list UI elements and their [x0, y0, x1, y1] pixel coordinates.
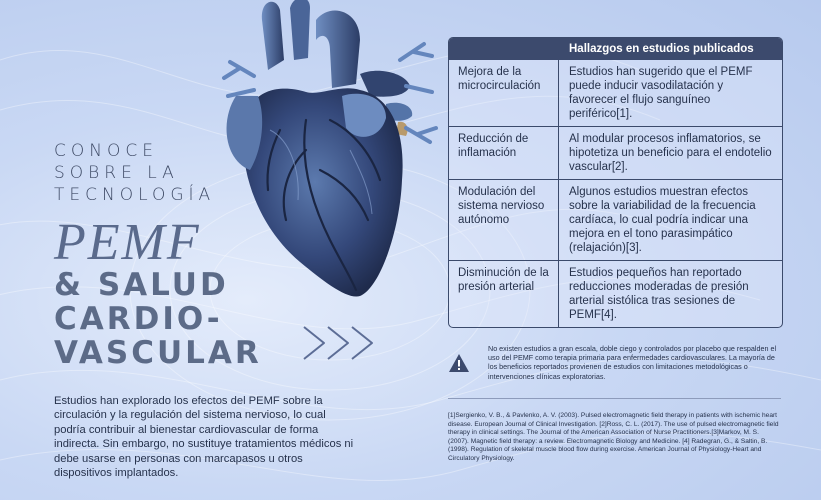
- table-row: [449, 60, 782, 126]
- findings-table-header: Hallazgos en estudios publicados: [449, 38, 782, 60]
- divider: [448, 398, 781, 399]
- intro-paragraph: Estudios han explorado los efectos del PEMF sobre la circulación y la regulación del sistema nervioso, lo cual podría contribuir al bienestar cardiovascular de forma indirecta. Sin embargo, no sustituye tratamientos médicos ni debe usarse en personas con marcapasos u otros dispositivos implantados.: [54, 395, 354, 480]
- findings-table: [448, 37, 783, 328]
- references-text: [1]Sergienko, V. B., & Pavlenko, A. V. (2003). Pulsed electromagnetic field therapy in patients with ischemic heart disease. European Journal of Clinical Investigation. [2]Ross, C. L. (2017). The use of pulsed electromagnetic field therapy in clinical settings. The Journal of the American Association of Nurse Practitioners.[3]Markov, M. S. (2007). Magnetic field therapy: a review. Electromagnetic Biology and Medicine. [4] Radegran, G., & Saltin, B. (1998). Regulation of skeletal muscle blood flow during exercise. American Journal of Physiology-Heart and Circulatory Physiology.: [448, 412, 779, 462]
- finding-cell: Algunos estudios muestran efectos sobre la variabilidad de la frecuencia cardíaca, lo cual podría indicar una mejora en el tono parasimpático (relajación)[3].: [569, 186, 756, 254]
- topic-cell: Mejora de la microcirculación: [449, 60, 559, 126]
- warning-icon: [448, 353, 470, 373]
- topic-cell: Disminución de la presión arterial: [449, 261, 559, 327]
- table-row: [449, 126, 782, 179]
- topic-cell: Reducción de inflamación: [449, 127, 559, 179]
- page-title: PEMF: [54, 214, 201, 271]
- table-row: [449, 179, 782, 260]
- eyebrow-text: CONOCE SOBRE LA TECNOLOGÍA: [54, 141, 216, 205]
- topic-cell: Modulación del sistema nervioso autónomo: [449, 180, 559, 260]
- finding-cell: Estudios han sugerido que el PEMF puede inducir vasodilatación y favorecer el flujo sanguíneo periférico[1].: [569, 66, 753, 120]
- disclaimer-text: No existen estudios a gran escala, doble ciego y controlados por placebo que respalden el uso del PEMF como terapia primaria para enfermedades cardiovasculares. La mayoría de los beneficios reportados provienen de estudios con limitaciones metodológicas o intervenciones clínicas exploratorias.: [488, 344, 777, 381]
- page-subtitle: & SALUD CARDIO- VASCULAR: [54, 267, 262, 371]
- chevron-arrows-icon: [302, 323, 380, 363]
- finding-cell: Al modular procesos inflamatorios, se hipotetiza un beneficio para el endotelio vascular[2].: [569, 133, 772, 173]
- table-row: [449, 260, 782, 327]
- anatomical-heart-illustration: [210, 0, 450, 310]
- finding-cell: Estudios pequeños han reportado reducciones moderadas de presión arterial sistólica tras sesiones de PEMF[4].: [569, 267, 749, 321]
